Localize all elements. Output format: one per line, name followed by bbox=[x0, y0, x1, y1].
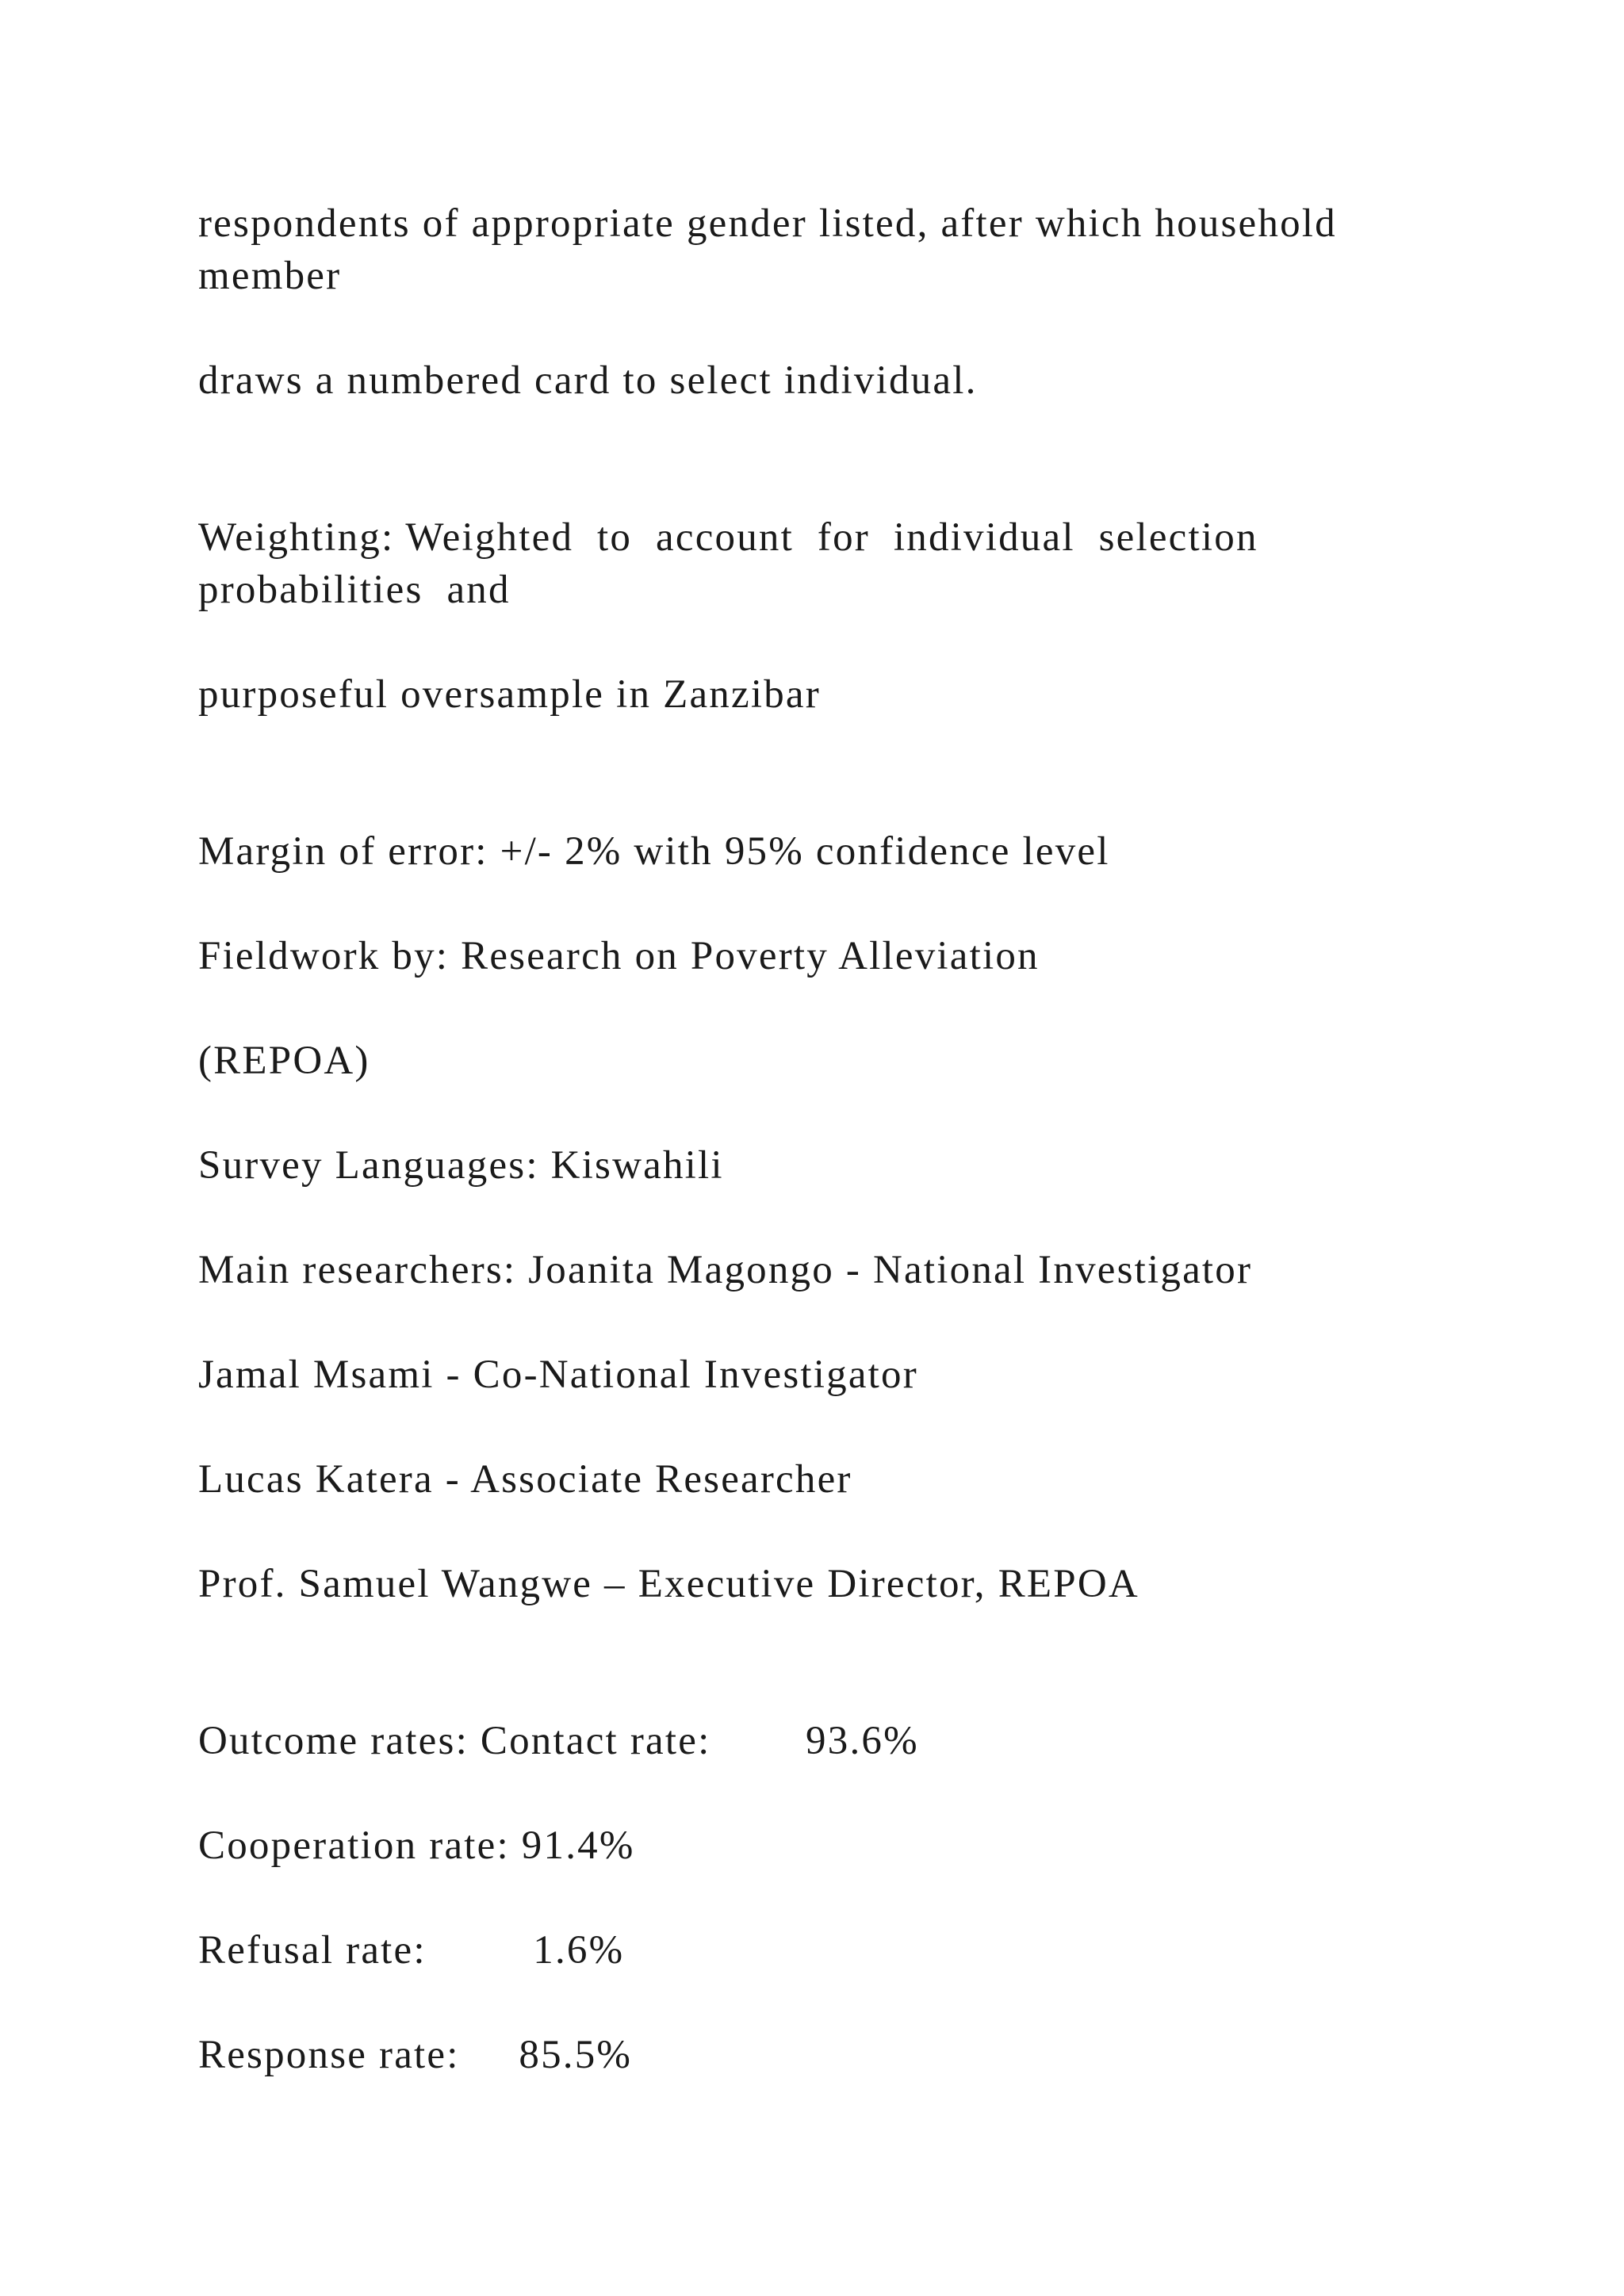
text-line: Jamal Msami - Co-National Investigator bbox=[198, 1353, 918, 1397]
text-line: respondents of appropriate gender listed, after which household bbox=[198, 201, 1337, 246]
text-line: Margin of error: +/- 2% with 95% confidence level bbox=[198, 829, 1110, 874]
text-line: Main researchers: Joanita Magongo - National Investigator bbox=[198, 1248, 1253, 1292]
text-line: Lucas Katera - Associate Researcher bbox=[198, 1457, 852, 1502]
text-line: Weighting: Weighted to account for individual selection bbox=[198, 515, 1258, 560]
text-line: draws a numbered card to select individual. bbox=[198, 358, 978, 403]
text-line: probabilities and bbox=[198, 568, 511, 612]
text-line: Outcome rates: Contact rate: 93.6% bbox=[198, 1719, 919, 1763]
text-line: Response rate: 85.5% bbox=[198, 2033, 633, 2077]
text-line: Prof. Samuel Wangwe – Executive Director, REPOA bbox=[198, 1562, 1139, 1606]
text-line: Survey Languages: Kiswahili bbox=[198, 1143, 724, 1188]
text-line: Refusal rate: 1.6% bbox=[198, 1928, 625, 1973]
text-line: Cooperation rate: 91.4% bbox=[198, 1823, 635, 1868]
text-line: member bbox=[198, 254, 342, 298]
text-line: purposeful oversample in Zanzibar bbox=[198, 672, 821, 717]
text-line: (REPOA) bbox=[198, 1039, 370, 1083]
text-line: Fieldwork by: Research on Poverty Alleviation bbox=[198, 934, 1040, 978]
